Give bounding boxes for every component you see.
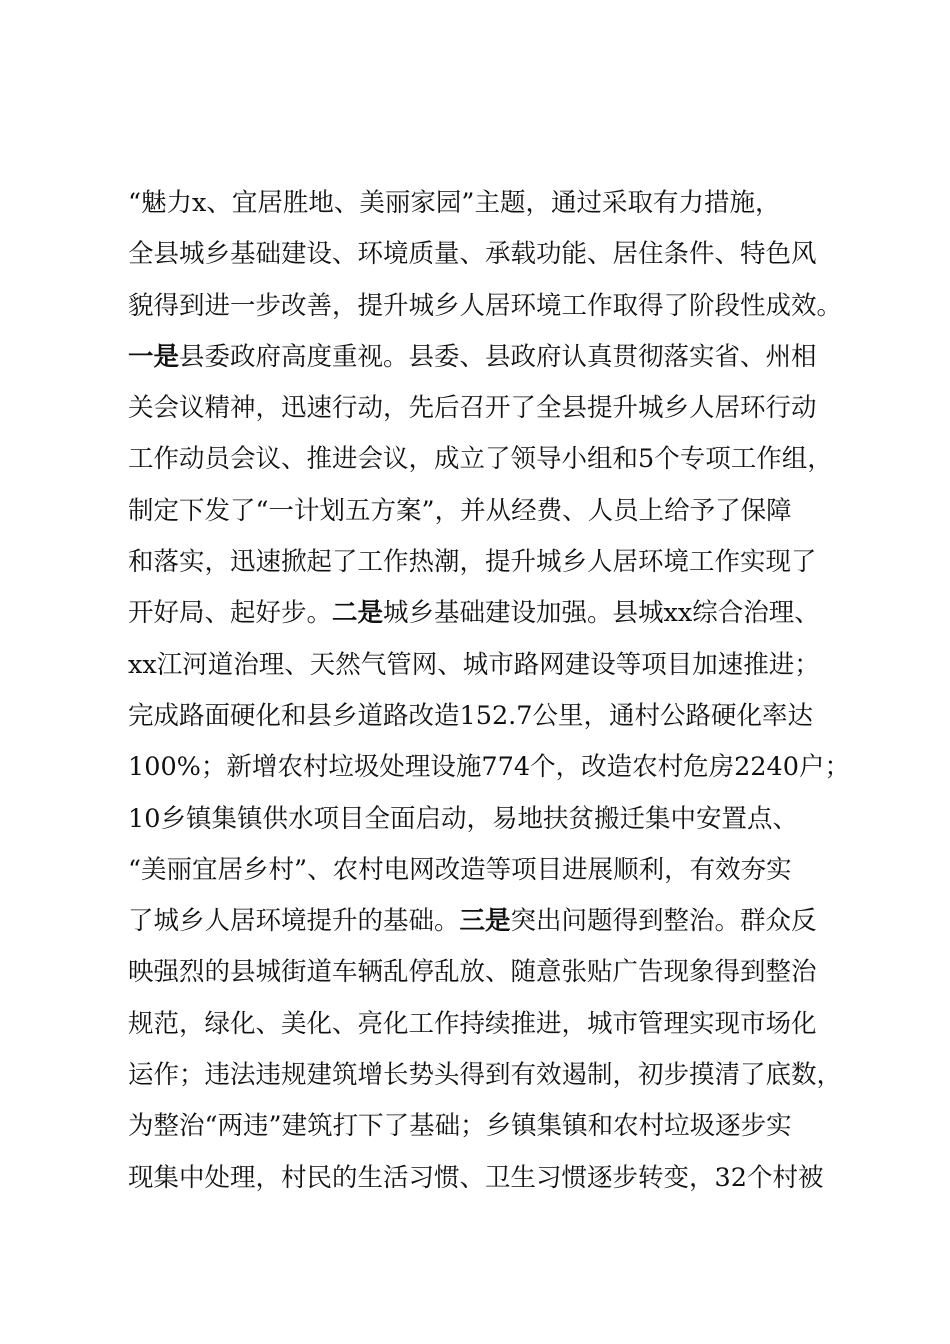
line-text: 关会议精神，迅速行动，先后召开了全县提升城乡人居环行动: [128, 393, 817, 424]
emphasis-third: 三是: [459, 906, 511, 937]
text-line: [128, 289, 858, 340]
line-text: 貌得到进一步改善，提升城乡人居环境工作取得了阶段性成效。: [128, 290, 843, 321]
text-line: [128, 237, 858, 288]
text-line: [128, 494, 858, 545]
line-text: 县委政府高度重视。县委、县政府认真贯彻落实省、州相: [179, 341, 817, 372]
text-line: [128, 904, 858, 955]
text-line: [128, 648, 858, 699]
line-text: xx江河道治理、天然气管网、城市路网建设等项目加速推进；: [128, 649, 820, 680]
text-line: [128, 1109, 858, 1160]
text-line: [128, 545, 858, 596]
line-text: 制定下发了“一计划五方案”，并从经费、人员上给予了保障: [128, 495, 792, 526]
line-text: 突出问题得到整治。群众反: [510, 906, 817, 937]
line-text: 为整治“两违”建筑打下了基础；乡镇集镇和农村垃圾逐步实: [128, 1111, 792, 1142]
emphasis-second: 二是: [332, 598, 384, 629]
line-text: 工作动员会议、推进会议，成立了领导小组和5个专项工作组，: [128, 444, 833, 475]
text-line: [128, 955, 858, 1006]
line-text: 100%；新增农村垃圾处理设施774个，改造农村危房2240户；: [128, 752, 850, 783]
line-text: 城乡基础建设加强。县城xx综合治理、: [383, 598, 820, 629]
text-line: [128, 391, 858, 442]
line-text: 完成路面硬化和县乡道路改造152.7公里，通村公路硬化率达: [128, 700, 814, 731]
text-line: [128, 186, 858, 237]
line-text: 10乡镇集镇供水项目全面启动，易地扶贫搬迁集中安置点、: [128, 803, 798, 834]
text-line: [128, 340, 858, 391]
line-text: 运作；违法违规建筑增长势头得到有效遏制，初步摸清了底数，: [128, 1060, 843, 1091]
line-text: 了城乡人居环境提升的基础。: [128, 906, 460, 937]
line-text: “美丽宜居乡村”、农村电网改造等项目进展顺利，有效夯实: [128, 854, 792, 885]
text-line: [128, 1007, 858, 1058]
line-text: 开好局、起好步。: [128, 598, 333, 629]
line-text: 全县城乡基础建设、环境质量、承载功能、居住条件、特色风: [128, 239, 817, 270]
text-line: [128, 853, 858, 904]
body-paragraph: [128, 186, 858, 1212]
text-line: [128, 1161, 858, 1212]
text-line: [128, 699, 858, 750]
line-text: 和落实，迅速掀起了工作热潮，提升城乡人居环境工作实现了: [128, 547, 817, 578]
text-line: [128, 596, 858, 647]
line-text: 规范，绿化、美化、亮化工作持续推进，城市管理实现市场化: [128, 1008, 817, 1039]
text-line: [128, 802, 858, 853]
line-text: 映强烈的县城街道车辆乱停乱放、随意张贴广告现象得到整治: [128, 957, 817, 988]
line-text: “魅力x、宜居胜地、美丽家园”主题，通过采取有力措施，: [128, 188, 781, 218]
emphasis-first: 一是: [128, 341, 180, 372]
text-line: [128, 750, 858, 801]
text-line: [128, 1058, 858, 1109]
line-text: 现集中处理，村民的生活习惯、卫生习惯逐步转变，32个村被: [128, 1162, 824, 1193]
text-line: [128, 442, 858, 493]
